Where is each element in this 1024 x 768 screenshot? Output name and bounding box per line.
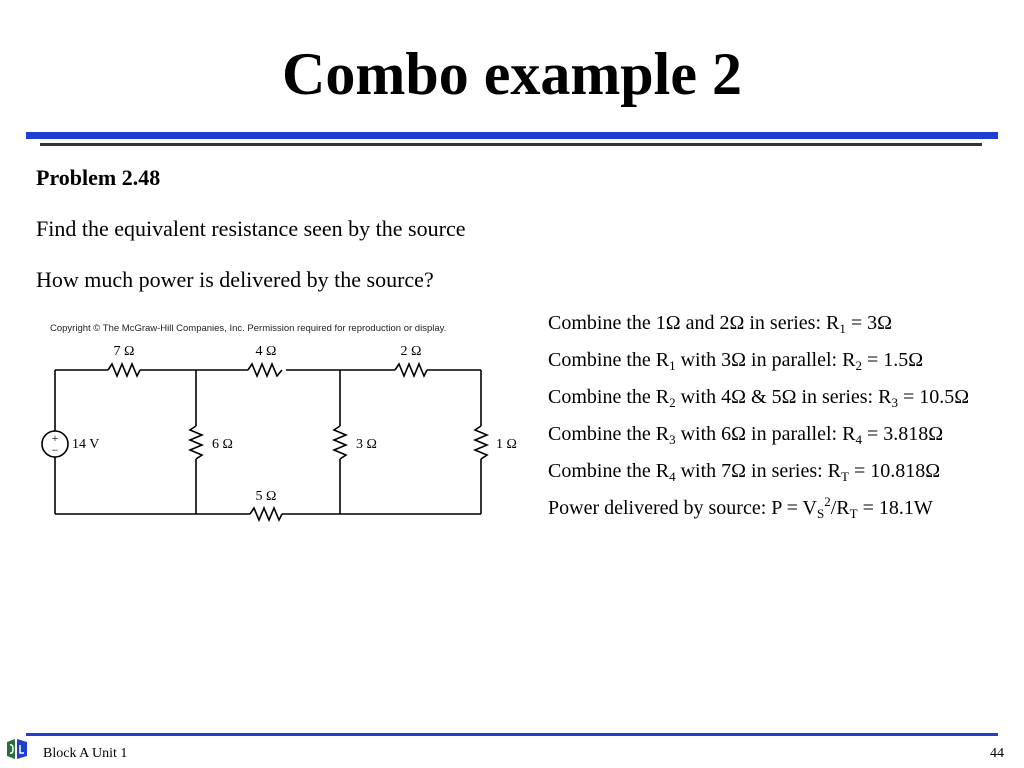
university-logo-icon xyxy=(4,736,30,762)
step-3: Combine the $R_2$ with 4Ω & 5Ω in series: $R_3 = 10.5\Omega$ xyxy=(548,386,970,410)
resistor-6ohm xyxy=(190,426,202,459)
step-6: Power delivered by source: $P = V_S^2/R_T = 18.1W$ xyxy=(548,494,933,521)
label-2ohm: 2 Ω xyxy=(400,344,422,359)
source-minus: − xyxy=(51,443,59,457)
title-divider-gray xyxy=(40,143,982,146)
resistor-1ohm xyxy=(475,426,487,459)
step-1: Combine the 1Ω and 2Ω in series: $R_1 = 3\Omega$ xyxy=(548,312,893,336)
solution-steps xyxy=(548,310,988,532)
label-3ohm: 3 Ω xyxy=(356,437,377,452)
label-14v: 14 V xyxy=(72,437,100,452)
circuit-diagram xyxy=(30,330,530,530)
label-6ohm: 6 Ω xyxy=(212,437,233,452)
title-divider-blue xyxy=(26,132,998,139)
figure-copyright: Copyright © The McGraw-Hill Companies, Inc. Permission required for reproduction or display. xyxy=(50,323,447,334)
step-4: Combine the $R_3$ with 6Ω in parallel: $R_4 = 3.818\Omega$ xyxy=(548,423,944,447)
source-plus: + xyxy=(51,431,59,445)
problem-question-2: How much power is delivered by the source? xyxy=(36,267,434,292)
label-7ohm: 7 Ω xyxy=(113,344,135,359)
resistor-3ohm xyxy=(334,426,346,459)
resistor-2ohm xyxy=(395,364,427,376)
footer-page-number: 44 xyxy=(990,746,1004,761)
resistor-7ohm xyxy=(108,364,140,376)
label-5ohm: 5 Ω xyxy=(255,489,277,504)
slide-title: Combo example 2 xyxy=(282,41,742,107)
problem-heading: Problem 2.48 xyxy=(36,165,161,190)
resistor-5ohm xyxy=(250,508,282,520)
label-4ohm: 4 Ω xyxy=(255,344,277,359)
step-5: Combine the $R_4$ with 7Ω in series: $R_T = 10.818\Omega$ xyxy=(548,460,941,484)
step-2: Combine the $R_1$ with 3Ω in parallel: $R_2 = 1.5\Omega$ xyxy=(548,349,924,373)
label-1ohm: 1 Ω xyxy=(496,437,517,452)
problem-question-1: Find the equivalent resistance seen by the source xyxy=(36,216,466,241)
footer-divider xyxy=(26,733,998,736)
footer-course: Block A Unit 1 xyxy=(43,746,128,761)
